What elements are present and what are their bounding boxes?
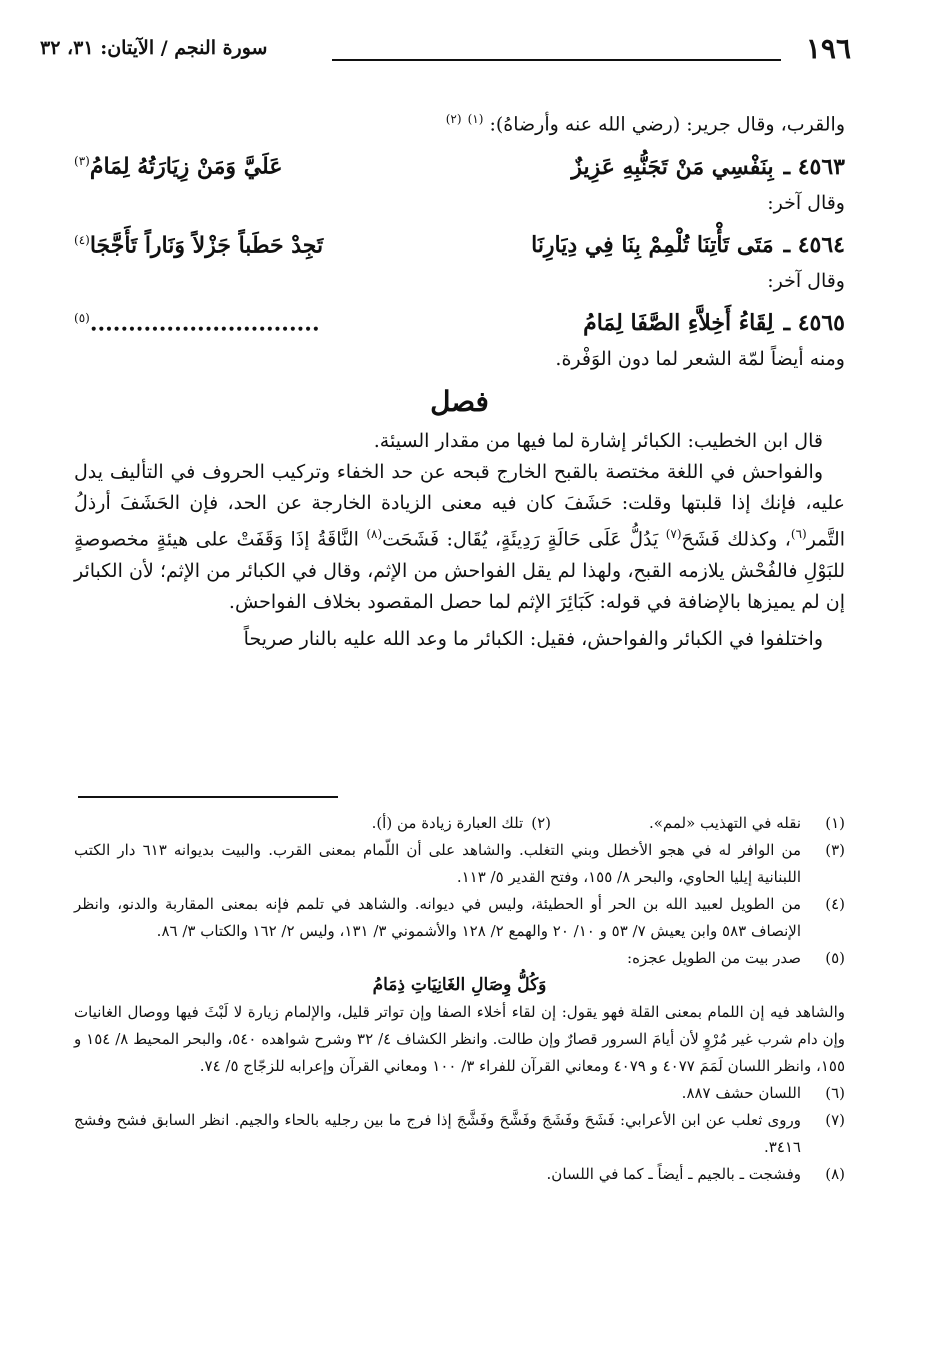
intro-text: والقرب، وقال جرير: (رضي الله عنه وأرضاهُ): (489, 113, 845, 136)
paragraph-3: واختلفوا في الكبائر والفواحش، فقيل: الكبائر ما وعد الله عليه بالنار صريحاً (243, 627, 823, 650)
section-heading: فصل (430, 385, 489, 419)
footnote-number: (٤) (825, 895, 845, 913)
footnote-text-group (74, 810, 801, 837)
footnote-number: (٧) (825, 1111, 845, 1129)
hemistich-text: تَجِدْ حَطَباً جَزْلاً وَنَاراً تَأَجَّجَا (89, 231, 324, 258)
verse-first-hemistich: مَتَى تَأْتِنَا تُلْمِمْ بِنَا فِي دِيَارِنَا (531, 231, 774, 258)
running-title: سورة النجم / الآيتان: ٣١، ٣٢ (40, 37, 268, 59)
footnote-3 (74, 837, 845, 891)
main-text (74, 104, 845, 655)
another-said: وقال آخر: (767, 191, 845, 214)
footnote-text: تلك العبارة زيادة من (أ). (371, 814, 524, 832)
footnote-6 (74, 1080, 845, 1107)
verse-second-hemistich (74, 219, 424, 266)
footnotes (74, 810, 845, 1188)
paragraph-text: النَّاقَةُ إذَا وَقَفَتْ على هيئةٍ مخصوصةٍ للبَوْلِ فالفُحْش يلازمه القبح، ولهذا لم يقل الفواحش من الإثم، وقال في الكبائر من الإثم؛ لأن الكبائر إن لم يميزها بالإضافة في قوله: كَبَائِرَ الإثم لما حصل المقصود بخلاف الفواحش. (74, 528, 845, 613)
footnote-7 (74, 1107, 845, 1161)
hemistich-text: .............................. (89, 310, 320, 337)
footnote-text: وروى ثعلب عن ابن الأعرابي: فَشَحَ وفَشَجَ وفَشَّحَ وفَشَّجَ إذا فرج ما بين رجليه بالحاء والجيم. انظر السابق فشح وفشج ٣٤١٦. (74, 1111, 801, 1156)
header-rule (332, 59, 781, 61)
verse-second-hemistich (74, 140, 424, 187)
footnote-ref-2: (٢) (445, 112, 462, 126)
footnote-5-verse: وَكُلُّ وِصَالِ الغَانِيَاتِ ذِمَامُ (372, 975, 547, 995)
paragraph-text: والفواحش في اللغة مختصة بالقبح الخارج قبحه عن حد الخفاء وتركيب الحروف في التأليف يدل عليه، فإنك إذا قلبتها وقلت: حَشَفَ كان فيه معنى الزيادة الخارجة عن الحد، فإن الحَشَفَ أرذلُ التَّمر (74, 461, 845, 551)
footnote-5-continuation: والشاهد فيه إن اللمام بمعنى القلة فهو يقول: إن لقاء أخلاء الصفا وإن تواتر قليل، والإلمام زيارة لا لَبْثَ فيها ووصال الغانيات وإن دام شرب غير مُرْوٍ لأن أيامَ السرور قصارٌ وإن طالت. وانظر الكشاف ٤/ ٣٢ وشرح شواهده ٥٤٠، والبحر المحيط ٨/ ١٥٤ و ١٥٥، وانظر اللسان لَمَمَ ٤٠٧٧ و ٤٠٧٩ ومعاني القرآن للفراء ٣/ ١٠٠ ومعاني القرآن وإعرابه للزجّاج ٥/ ٧٤. (74, 1003, 846, 1075)
footnote-number: (٦) (825, 1084, 845, 1102)
also-line: ومنه أيضاً لمّة الشعر لما دون الوَفْرة. (555, 348, 845, 371)
paragraph-1: قال ابن الخطيب: الكبائر إشارة لما فيها من مقدار السيئة. (373, 430, 823, 453)
verse-number: ٤٥٦٥ ـ (783, 310, 845, 337)
footnote-number: (١) (825, 814, 845, 832)
footnote-8 (74, 1161, 845, 1188)
hemistich-text: عَلَيَّ وَمَنْ زِيَارَتُهُ لِمَامُ (89, 153, 283, 180)
footnote-ref-1: (١) (467, 112, 484, 126)
verse-4563 (74, 140, 845, 187)
footnote-5 (74, 945, 845, 972)
footnote-text: من الطويل لعبيد الله بن الحر أو الحطيئة، وليس في ديوانه. والشاهد في تلمم فإنه بمعنى المقاربة والدنو، وانظر الإنصاف ٥٨٣ وابن يعيش ٧/ ٥٣ و ١٠/ ٢٠ والهمع ٢/ ١٢٨ والأشموني ٣/ ١٣١، وليس ٢/ ١٦٢ والكتاب ٣/ ٨٦. (74, 895, 801, 940)
footnote-text: وفشجت ـ بالجيم ـ أيضاً ـ كما في اللسان. (546, 1165, 801, 1183)
footnote-ref-7: (٧) (665, 527, 682, 542)
footnote-ref-5: (٥) (74, 310, 90, 325)
footnote-ref-8: (٨) (366, 527, 383, 542)
intro-line (74, 104, 845, 140)
verse-first-hemistich: لِقَاءُ أَخِلاَّءِ الصَّفَا لِمَامُ (583, 310, 774, 337)
paragraph-2 (74, 457, 845, 617)
page-number: ١٩٦ (805, 32, 851, 65)
paragraph-text: يَدُلُّ عَلَى حَالَةٍ رَدِيئَةٍ، يُقَال: فَشَحَت (382, 528, 666, 551)
verse-4564 (74, 219, 845, 266)
verse-number: ٤٥٦٤ ـ (783, 231, 845, 258)
verse-4565 (74, 297, 845, 344)
footnote-text: صدر بيت من الطويل عجزه: (627, 949, 801, 967)
footnote-separator (78, 796, 338, 798)
footnote-number: (٨) (825, 1165, 845, 1183)
paragraph-text: ، وكذلك فَشَحَ (681, 528, 791, 551)
footnote-ref-3: (٣) (74, 154, 90, 169)
verse-second-hemistich (74, 297, 424, 344)
footnote-ref-4: (٤) (74, 232, 90, 247)
footnote-number: (٢) (531, 814, 551, 832)
footnote-1-2 (74, 810, 845, 837)
page-header (40, 32, 851, 72)
verse-number: ٤٥٦٣ ـ (783, 153, 845, 180)
footnote-4 (74, 891, 845, 945)
footnote-text: من الوافر له في هجو الأخطل وبني التغلب. والشاهد على أن اللّمام بمعنى القرب. والبيت بديوانه ٦١٣ دار الكتب اللبنانية إيليا الحاوي، والبحر ٨/ ١٥٥، وفتح القدير ٥/ ١١٣. (74, 841, 801, 886)
footnote-ref-6: (٦) (790, 527, 807, 542)
footnote-number: (٥) (825, 949, 845, 967)
footnote-text: نقله في التهذيب «لمم». (648, 814, 801, 832)
another-said: وقال آخر: (767, 269, 845, 292)
footnote-text: اللسان حشف ٨٨٧. (681, 1084, 801, 1102)
verse-first-hemistich: بِنَفْسِي مَنْ تَجَنُّبِهِ عَزِيزٌ (571, 153, 774, 180)
footnote-number: (٣) (825, 841, 845, 859)
